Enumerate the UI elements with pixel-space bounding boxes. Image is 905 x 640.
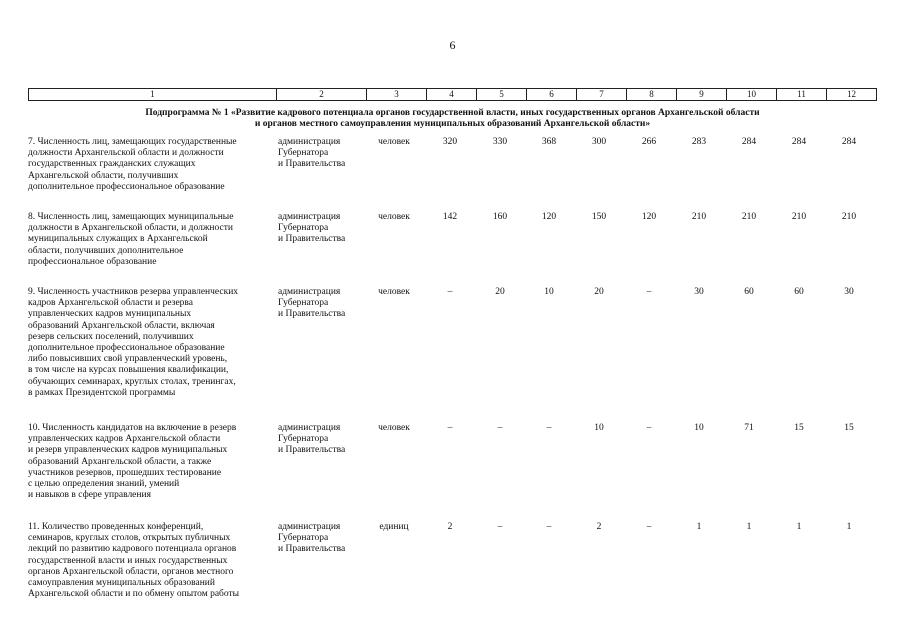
value-col-10: 1	[746, 522, 752, 532]
responsible-executor-line: и Правительства	[278, 309, 346, 320]
value-col-7: 10	[594, 423, 604, 433]
indicator-name	[28, 212, 276, 268]
value-col-8: –	[646, 522, 652, 532]
indicator-name-line: образований Архангельской области, а также	[28, 456, 212, 467]
indicator-name-line: 7. Численность лиц, замещающих государственные	[28, 137, 237, 147]
indicator-name-line: 11. Количество проведенных конференций,	[28, 522, 204, 532]
indicator-name	[28, 287, 276, 399]
subprogram-title-line: и органов местного самоуправления муниципальных образований Архангельской области»	[254, 119, 651, 129]
value-col-5: –	[497, 522, 503, 532]
responsible-executor-line: администрация	[278, 287, 341, 297]
responsible-executor	[278, 423, 368, 457]
indicator-name-line: области, получивших дополнительное	[28, 245, 184, 256]
indicator-name-line: органов Архангельской области, органов местного	[28, 566, 234, 577]
header-col-3: 3	[367, 89, 427, 101]
indicator-name-line: кадров Архангельской области и резерва	[28, 298, 194, 309]
responsible-executor	[278, 137, 368, 171]
value-col-4: –	[447, 287, 453, 297]
value-col-5: 330	[492, 137, 508, 147]
responsible-executor-line: и Правительства	[278, 159, 346, 170]
header-col-11: 11	[777, 89, 827, 101]
unit-of-measure: единиц	[379, 522, 409, 532]
unit-of-measure: человек	[378, 212, 410, 222]
value-col-11: 15	[794, 423, 804, 433]
value-col-8: –	[646, 423, 652, 433]
header-col-4: 4	[427, 89, 477, 101]
responsible-executor	[278, 287, 368, 321]
value-col-9: 30	[694, 287, 704, 297]
indicator-name-line: государственной власти и иных государственных	[28, 555, 228, 566]
indicator-name-line: дополнительное профессиональное образование	[28, 181, 225, 192]
responsible-executor-line: администрация	[278, 137, 341, 147]
responsible-executor	[278, 522, 368, 556]
subprogram-title-line: Подпрограмма № 1 «Развитие кадрового потенциала органов государственной власти, иных государственных органов Архангельской области	[145, 108, 760, 118]
indicator-name-line: либо повысивших свой управленческий уровень,	[28, 354, 228, 365]
responsible-executor-line: и Правительства	[278, 544, 346, 555]
indicator-name-line: дополнительное профессиональное образование	[28, 343, 225, 354]
value-col-4: –	[447, 423, 453, 433]
indicator-name-line: с целью определения знаний, умений	[28, 479, 180, 490]
indicator-name-line: Архангельской области и по обмену опытом работы	[28, 589, 240, 600]
value-col-8: 120	[641, 212, 657, 222]
unit-of-measure: человек	[378, 137, 410, 147]
indicator-name	[28, 522, 276, 600]
indicator-name-line: участников резервов, прошедших тестирование	[28, 467, 222, 478]
header-col-8: 8	[627, 89, 677, 101]
value-col-12: 210	[841, 212, 857, 222]
header-col-5: 5	[477, 89, 527, 101]
indicator-name-line: резерв сельских поселений, получивших	[28, 331, 194, 342]
responsible-executor-line: и Правительства	[278, 234, 346, 245]
indicator-name-line: должности в Архангельской области, и должности	[28, 223, 233, 234]
value-col-10: 284	[741, 137, 757, 147]
responsible-executor-line: администрация	[278, 212, 341, 222]
value-col-9: 210	[691, 212, 707, 222]
indicator-name-line: обучающих семинарах, круглых столах, тренингах,	[28, 376, 236, 387]
indicator-name-line: должности Архангельской области и должности	[28, 148, 224, 159]
responsible-executor-line: и Правительства	[278, 445, 346, 456]
header-col-1: 1	[29, 89, 277, 101]
indicator-name-line: 10. Численность кандидатов на включение в резерв	[28, 423, 237, 433]
indicator-name-line: и навыков в сфере управления	[28, 490, 151, 501]
indicator-name-line: лекций по развитию кадрового потенциала органов	[28, 544, 237, 555]
header-col-2: 2	[277, 89, 367, 101]
value-col-4: 320	[442, 137, 458, 147]
value-col-10: 210	[741, 212, 757, 222]
indicator-name-line: 8. Численность лиц, замещающих муниципальные	[28, 212, 234, 222]
indicator-name	[28, 137, 276, 193]
value-col-5: 160	[492, 212, 508, 222]
value-col-6: 368	[541, 137, 557, 147]
indicator-name-line: в рамках Президентской программы	[28, 387, 176, 398]
value-col-7: 20	[594, 287, 604, 297]
header-col-7: 7	[577, 89, 627, 101]
value-col-10: 60	[744, 287, 754, 297]
indicator-name-line: управленческих кадров муниципальных	[28, 309, 192, 320]
responsible-executor-line: Губернатора	[278, 298, 329, 309]
value-col-7: 2	[596, 522, 602, 532]
unit-of-measure: человек	[378, 287, 410, 297]
indicator-name-line: государственных гражданских служащих	[28, 159, 196, 170]
value-col-7: 150	[591, 212, 607, 222]
value-col-11: 1	[796, 522, 802, 532]
indicator-name-line: 9. Численность участников резерва управленческих	[28, 287, 239, 297]
indicator-name-line: и резерв управленческих кадров муниципальных	[28, 445, 228, 456]
responsible-executor-line: Губернатора	[278, 434, 329, 445]
responsible-executor-line: Губернатора	[278, 223, 329, 234]
value-col-11: 210	[791, 212, 807, 222]
responsible-executor	[278, 212, 368, 246]
indicator-name	[28, 423, 276, 501]
value-col-8: 266	[641, 137, 657, 147]
responsible-executor-line: администрация	[278, 522, 341, 532]
value-col-6: –	[546, 423, 552, 433]
header-col-10: 10	[727, 89, 777, 101]
value-col-11: 60	[794, 287, 804, 297]
indicator-name-line: управленческих кадров Архангельской области	[28, 434, 221, 445]
responsible-executor-line: Губернатора	[278, 533, 329, 544]
header-col-6: 6	[527, 89, 577, 101]
value-col-6: 120	[541, 212, 557, 222]
indicator-name-line: муниципальных служащих в Архангельской	[28, 234, 208, 245]
value-col-9: 1	[696, 522, 702, 532]
indicator-name-line: профессиональное образование	[28, 256, 157, 267]
header-col-12: 12	[827, 89, 877, 101]
unit-of-measure: человек	[378, 423, 410, 433]
value-col-9: 283	[691, 137, 707, 147]
indicator-name-line: Архангельской области, получивших	[28, 170, 179, 181]
value-col-6: –	[546, 522, 552, 532]
indicator-name-line: в том числе на курсах повышения квалификации,	[28, 365, 229, 376]
page-number: 6	[449, 38, 456, 52]
column-numbers-header	[28, 88, 877, 101]
value-col-12: 15	[844, 423, 854, 433]
subprogram-title	[60, 108, 845, 130]
value-col-5: –	[497, 423, 503, 433]
value-col-10: 71	[744, 423, 754, 433]
value-col-12: 1	[846, 522, 852, 532]
responsible-executor-line: Губернатора	[278, 148, 329, 159]
value-col-4: 2	[447, 522, 453, 532]
indicator-name-line: самоуправления муниципальных образований	[28, 578, 215, 589]
value-col-5: 20	[495, 287, 505, 297]
value-col-12: 30	[844, 287, 854, 297]
value-col-11: 284	[791, 137, 807, 147]
value-col-7: 300	[591, 137, 607, 147]
header-col-9: 9	[677, 89, 727, 101]
value-col-8: –	[646, 287, 652, 297]
indicator-name-line: семинаров, круглых столов, открытых публичных	[28, 533, 231, 544]
value-col-9: 10	[694, 423, 704, 433]
indicator-name-line: образований Архангельской области, включая	[28, 320, 215, 331]
responsible-executor-line: администрация	[278, 423, 341, 433]
value-col-4: 142	[442, 212, 458, 222]
value-col-6: 10	[544, 287, 554, 297]
value-col-12: 284	[841, 137, 857, 147]
